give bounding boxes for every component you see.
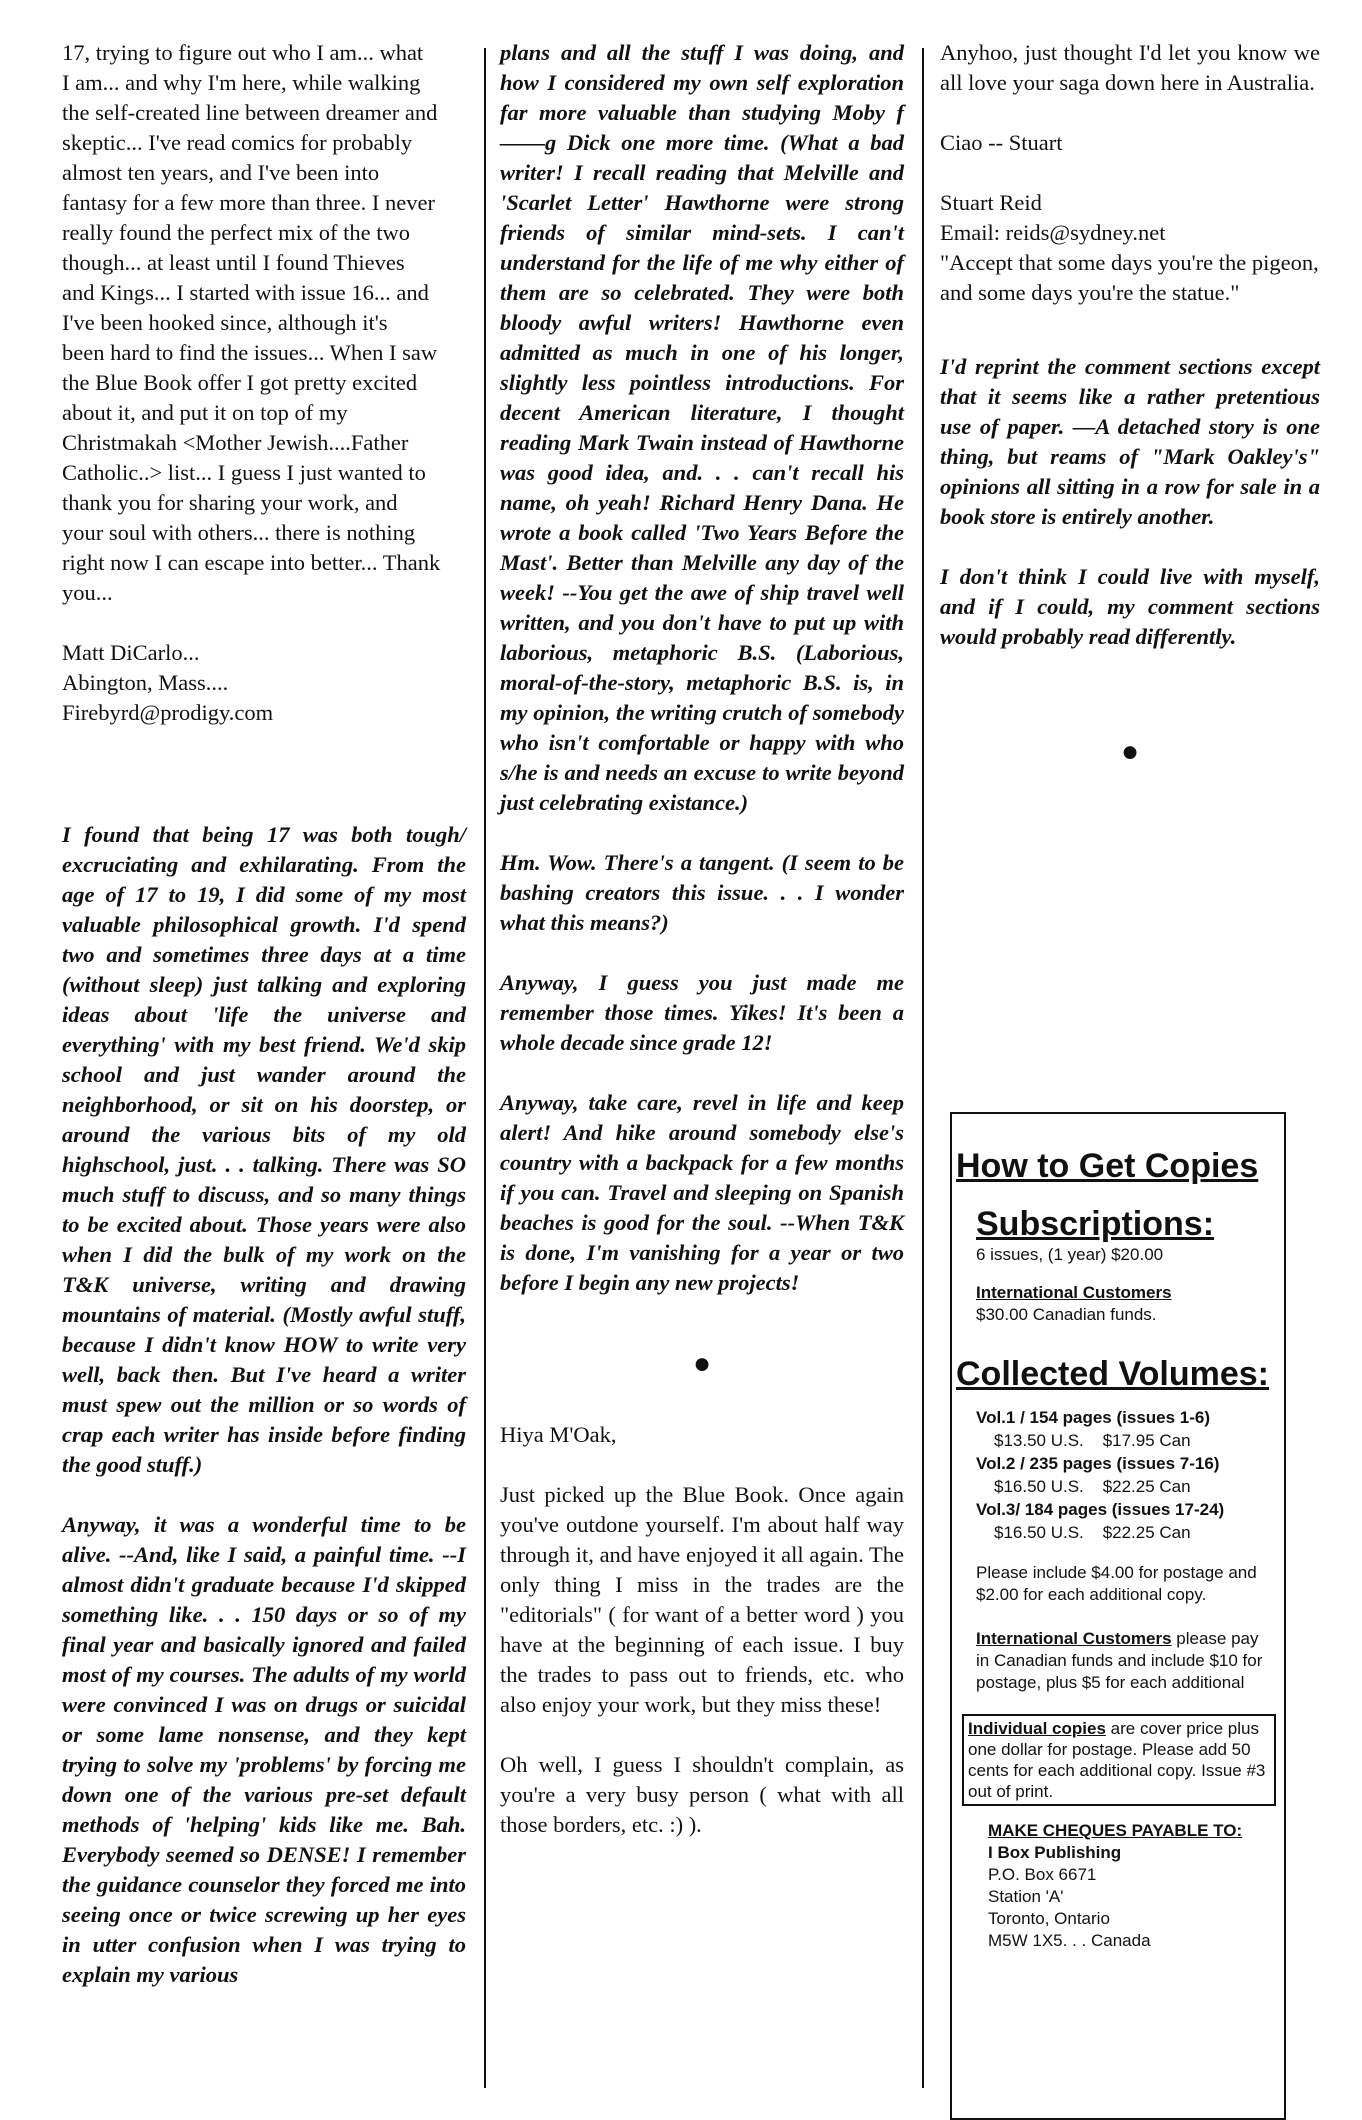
volume-price-can: $22.25 Can bbox=[1102, 1523, 1191, 1542]
signature-name: Matt DiCarlo... bbox=[62, 640, 200, 665]
section-separator-bullet: ● bbox=[692, 1347, 712, 1380]
letter-line: the Blue Book offer I got pretty excited bbox=[62, 370, 418, 395]
cheques-heading: MAKE CHEQUES PAYABLE TO: bbox=[988, 1821, 1243, 1840]
column-divider bbox=[484, 48, 486, 2088]
editor-reply-paragraph: I'd reprint the comment sections except that it seems like a rather pretentious use of paper. —A detached story is one thing, but reams of "Mark Oakley's" opinions all sitting in a row for sale in a book store is entirely another. bbox=[940, 354, 1320, 529]
individual-copies-label: Individual copies bbox=[968, 1719, 1106, 1738]
letter-line: really found the perfect mix of the two bbox=[62, 220, 411, 245]
letter-line: about it, and put it on top of my bbox=[62, 400, 348, 425]
address-line: Toronto, Ontario bbox=[988, 1909, 1110, 1928]
letter-line: I've been hooked since, although it's bbox=[62, 310, 388, 335]
editor-reply-paragraph: Anyway, take care, revel in life and keep alert! And hike around somebody else's country with a backpack for a few months if you can. Travel and sleeping on Spanish beaches is good for the soul. --When T&K is done, I'm vanishing for a year or two before I begin any new projects! bbox=[500, 1090, 904, 1295]
international-label: International Customers bbox=[976, 1283, 1172, 1302]
address-line: M5W 1X5. . . Canada bbox=[988, 1931, 1151, 1950]
volume-list bbox=[962, 1406, 1274, 1544]
editor-reply-paragraph: I don't think I could live with myself, and if I could, my comment sections would probably read differently. bbox=[940, 564, 1320, 649]
letter-greeting: Hiya M'Oak, bbox=[500, 1422, 617, 1447]
column-3 bbox=[940, 38, 1320, 772]
subscription-price: 6 issues, (1 year) $20.00 bbox=[976, 1245, 1164, 1264]
payee-name: I Box Publishing bbox=[988, 1843, 1122, 1862]
how-to-get-copies-box bbox=[950, 1112, 1286, 2120]
letter-line: your soul with others... there is nothing bbox=[62, 520, 416, 545]
individual-copies-text: are cover price plus one dollar for postage. Please add 50 cents for each additional copy. Issue #3 out of print. bbox=[968, 1719, 1266, 1801]
column-2 bbox=[500, 38, 904, 1840]
letter-line: 17, trying to figure out who I am... what bbox=[62, 40, 424, 65]
editor-reply-paragraph: Hm. Wow. There's a tangent. (I seem to be bashing creators this issue. . . I wonder what this means?) bbox=[500, 850, 904, 935]
letter-line: and Kings... I started with issue 16... and bbox=[62, 280, 429, 305]
letter-closing: Ciao -- Stuart bbox=[940, 130, 1063, 155]
letter-line: been hard to find the issues... When I saw bbox=[62, 340, 438, 365]
collected-volumes-heading: Collected Volumes: bbox=[956, 1355, 1269, 1393]
letter-line: thank you for sharing your work, and bbox=[62, 490, 398, 515]
letter-line: the self-created line between dreamer and bbox=[62, 100, 438, 125]
editor-reply-paragraph: I found that being 17 was both tough/ excruciating and exhilarating. From the age of 17 to 19, I did some of my most valuable philosophical growth. I'd spend two and sometimes three days at a time (without sleep) just talking and exploring ideas about 'life the universe and everything' with my best friend. We'd skip school and just wander around the neighborhood, or sit on his doorstep, or around the various bits of my old highschool, just. . . talking. There was SO much stuff to discuss, and so many things to be excited about. Those years were also when I did the bulk of my work on the T&K universe, writing and drawing mountains of material. (Mostly awful stuff, because I didn't know HOW to write very well, back then. But I've heard a writer must spew out the million or so words of crap each writer has inside before finding the good stuff.) bbox=[62, 822, 466, 1477]
section-separator-bullet: ● bbox=[1120, 735, 1140, 768]
volume-price-us: $16.50 U.S. bbox=[994, 1477, 1084, 1496]
editor-reply-paragraph: Anyway, I guess you just made me remember those times. Yikes! It's been a whole decade since grade 12! bbox=[500, 970, 904, 1055]
letter-paragraph: Anyhoo, just thought I'd let you know we all love your saga down here in Australia. bbox=[940, 40, 1320, 95]
letter-line: skeptic... I've read comics for probably bbox=[62, 130, 413, 155]
international-note bbox=[976, 1628, 1274, 1694]
letter-line: almost ten years, and I've been into bbox=[62, 160, 380, 185]
signature-location: Abington, Mass.... bbox=[62, 670, 229, 695]
letter-line: I am... and why I'm here, while walking bbox=[62, 70, 421, 95]
signature-name: Stuart Reid bbox=[940, 190, 1042, 215]
postage-note: Please include $4.00 for postage and $2.00 for each additional copy. bbox=[976, 1563, 1257, 1604]
volume-price-us: $13.50 U.S. bbox=[994, 1431, 1084, 1450]
signature-email: Firebyrd@prodigy.com bbox=[62, 700, 274, 725]
letter-line: fantasy for a few more than three. I never bbox=[62, 190, 435, 215]
volume-title: Vol.1 / 154 pages (issues 1-6) bbox=[976, 1408, 1211, 1427]
letter-line: though... at least until I found Thieves bbox=[62, 250, 405, 275]
letter-line: Catholic..> list... I guess I just wanted to bbox=[62, 460, 426, 485]
letter-line: right now I can escape into better... Thank bbox=[62, 550, 441, 575]
international-note-label: International Customers bbox=[976, 1629, 1172, 1648]
letter-stuart-reid-continued bbox=[940, 38, 1320, 308]
individual-copies-box bbox=[962, 1714, 1276, 1806]
editor-reply-paragraph: plans and all the stuff I was doing, and how I considered my own self exploration far more valuable than studying Moby f——g Dick one more time. (What a bad writer! I recall reading that Melville and 'Scarlet Letter' Hawthorne were strong friends of similar mind-sets. I can't understand for the life of me why either of them are so celebrated. They were both bloody awful writers! Hawthorne even admitted as much in one of his longer, slightly less pointless introductions. For decent American literature, I thought reading Mark Twain instead of Hawthorne was good idea, and. . . can't recall his name, oh yeah! Richard Henry Dana. He wrote a book called 'Two Years Before the Mast'. Better than Melville any day of the week! --You get the awe of ship travel well written, and you don't have to put up with laborious, metaphoric B.S. (Laborious, moral-of-the-story, metaphoric B.S. is, in my opinion, the writing crutch of somebody who isn't comfortable or happy with who s/he is and needs an excuse to write beyond just celebrating existance.) bbox=[500, 40, 904, 815]
letter-line: you... bbox=[62, 580, 113, 605]
signature-email: Email: reids@sydney.net bbox=[940, 220, 1166, 245]
subscriptions-heading: Subscriptions: bbox=[976, 1205, 1215, 1243]
letter-stuart-reid bbox=[500, 1420, 904, 1840]
letter-signature bbox=[62, 638, 466, 728]
address-line: P.O. Box 6671 bbox=[988, 1865, 1097, 1884]
volume-price-us: $16.50 U.S. bbox=[994, 1523, 1084, 1542]
international-price: $30.00 Canadian funds. bbox=[976, 1305, 1157, 1324]
volume-price-can: $17.95 Can bbox=[1102, 1431, 1191, 1450]
letter-matt-dicarlo bbox=[62, 38, 466, 728]
letter-paragraph: Oh well, I guess I shouldn't complain, as you're a very busy person ( what with all those borders, etc. :) ). bbox=[500, 1752, 904, 1837]
column-divider bbox=[922, 48, 924, 2088]
letter-line: Christmakah <Mother Jewish....Father bbox=[62, 430, 409, 455]
letter-paragraph: Just picked up the Blue Book. Once again you've outdone yourself. I'm about half way through it, and have enjoyed it all again. The only thing I miss in the trades are the "editorials" ( for want of a better word ) you have at the beginning of each issue. I buy the trades to pass out to friends, etc. who also enjoy your work, but they miss these! bbox=[500, 1482, 904, 1717]
cheques-payable bbox=[988, 1820, 1274, 1952]
box-title: How to Get Copies bbox=[956, 1147, 1259, 1185]
volume-title: Vol.2 / 235 pages (issues 7-16) bbox=[976, 1454, 1220, 1473]
column-1 bbox=[62, 38, 466, 1990]
volume-title: Vol.3/ 184 pages (issues 17-24) bbox=[976, 1500, 1225, 1519]
letter-text bbox=[62, 38, 466, 608]
editor-reply-paragraph: Anyway, it was a wonderful time to be alive. --And, like I said, a painful time. --I almost didn't graduate because I'd skipped something like. . . 150 days or so of my final year and basically ignored and failed most of my courses. The adults of my world were convinced I was on drugs or suicidal or some lame nonsense, and they kept trying to solve my 'problems' by forcing me down one of the various pre-set default methods of 'helping' kids like me. Bah. Everybody seemed so DENSE! I remember the guidance counselor they forced me into seeing once or twice screwing up her eyes in utter confusion when I was trying to explain my various bbox=[62, 1512, 466, 1987]
signature-quote: "Accept that some days you're the pigeon, and some days you're the statue." bbox=[940, 250, 1319, 305]
address-line: Station 'A' bbox=[988, 1887, 1064, 1906]
international-note-text: please pay in Canadian funds and include $10 for postage, plus $5 for each additional bbox=[976, 1629, 1263, 1692]
volume-price-can: $22.25 Can bbox=[1102, 1477, 1191, 1496]
